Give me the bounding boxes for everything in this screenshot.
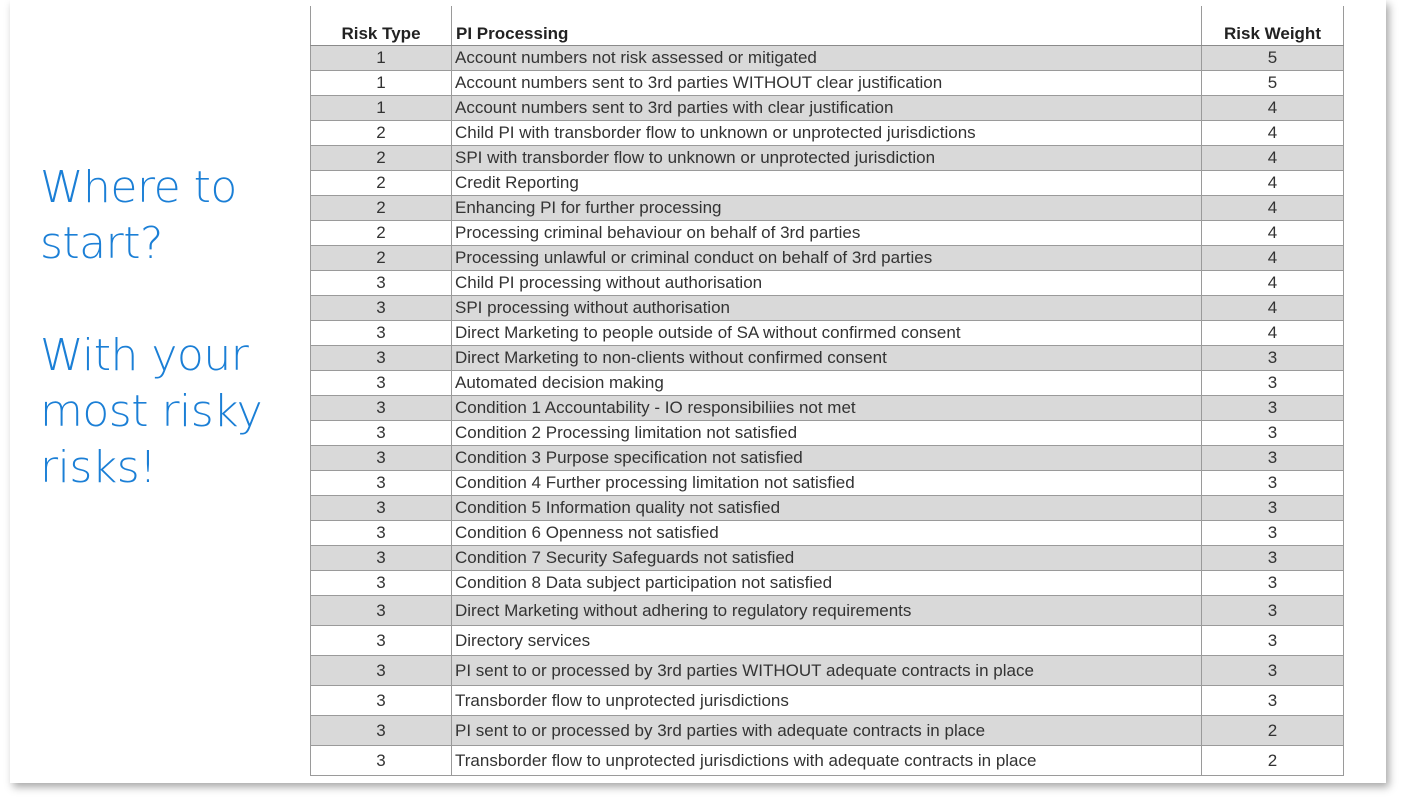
heading-line: risks! (40, 442, 157, 493)
risk-weight-cell: 2 (1202, 746, 1344, 776)
risk-type-cell: 3 (311, 596, 452, 626)
table-row (311, 626, 1344, 656)
risk-type-cell: 1 (311, 96, 452, 121)
pi-processing-cell: Account numbers not risk assessed or mitigated (452, 46, 1202, 71)
table-row (311, 546, 1344, 571)
table-row (311, 656, 1344, 686)
risk-type-cell: 3 (311, 496, 452, 521)
risk-weight-cell: 3 (1202, 521, 1344, 546)
risk-type-cell: 3 (311, 571, 452, 596)
risk-weight-cell: 4 (1202, 271, 1344, 296)
pi-processing-cell: Condition 4 Further processing limitation not satisfied (452, 471, 1202, 496)
pi-processing-header: PI Processing (452, 6, 1202, 46)
pi-processing-cell: Condition 1 Accountability - IO responsibiliies not met (452, 396, 1202, 421)
risk-weight-cell: 5 (1202, 71, 1344, 96)
risk-type-header: Risk Type (311, 6, 452, 46)
risk-weight-cell: 4 (1202, 121, 1344, 146)
risk-weight-cell: 4 (1202, 296, 1344, 321)
table-row (311, 571, 1344, 596)
risk-type-cell: 2 (311, 221, 452, 246)
pi-processing-cell: Direct Marketing to non-clients without confirmed consent (452, 346, 1202, 371)
risk-weight-cell: 2 (1202, 716, 1344, 746)
risk-type-cell: 3 (311, 471, 452, 496)
table-body (311, 46, 1344, 776)
table-row (311, 746, 1344, 776)
pi-processing-cell: Condition 6 Openness not satisfied (452, 521, 1202, 546)
pi-processing-cell: Direct Marketing to people outside of SA without confirmed consent (452, 321, 1202, 346)
pi-processing-cell: Account numbers sent to 3rd parties WITHOUT clear justification (452, 71, 1202, 96)
table-row (311, 596, 1344, 626)
table-row (311, 421, 1344, 446)
table-row (311, 171, 1344, 196)
risk-type-cell: 2 (311, 146, 452, 171)
risk-type-cell: 2 (311, 171, 452, 196)
risk-type-cell: 3 (311, 656, 452, 686)
risk-type-cell: 3 (311, 321, 452, 346)
pi-processing-cell: Condition 7 Security Safeguards not satisfied (452, 546, 1202, 571)
table-row (311, 296, 1344, 321)
risk-weight-cell: 3 (1202, 626, 1344, 656)
table-header-row (311, 6, 1344, 46)
pi-processing-cell: Child PI processing without authorisation (452, 271, 1202, 296)
risk-type-cell: 3 (311, 346, 452, 371)
table-row (311, 496, 1344, 521)
risk-weight-cell: 3 (1202, 471, 1344, 496)
pi-processing-cell: Condition 3 Purpose specification not satisfied (452, 446, 1202, 471)
table-row (311, 686, 1344, 716)
table-row (311, 446, 1344, 471)
risk-type-cell: 3 (311, 546, 452, 571)
table-row (311, 716, 1344, 746)
table-row (311, 196, 1344, 221)
pi-processing-cell: PI sent to or processed by 3rd parties WITHOUT adequate contracts in place (452, 656, 1202, 686)
risk-weight-cell: 3 (1202, 546, 1344, 571)
risk-weight-cell: 3 (1202, 686, 1344, 716)
pi-processing-cell: Directory services (452, 626, 1202, 656)
pi-processing-cell: SPI with transborder flow to unknown or unprotected jurisdiction (452, 146, 1202, 171)
pi-processing-cell: Account numbers sent to 3rd parties with clear justification (452, 96, 1202, 121)
table-row (311, 521, 1344, 546)
risk-type-cell: 3 (311, 686, 452, 716)
risk-type-cell: 3 (311, 716, 452, 746)
risk-weight-cell: 5 (1202, 46, 1344, 71)
table-row (311, 121, 1344, 146)
pi-processing-cell: Condition 2 Processing limitation not satisfied (452, 421, 1202, 446)
heading-line: Where to (40, 162, 237, 213)
risk-type-cell: 3 (311, 746, 452, 776)
risk-type-cell: 3 (311, 421, 452, 446)
risk-weight-header: Risk Weight (1202, 6, 1344, 46)
risk-weight-cell: 3 (1202, 396, 1344, 421)
risk-type-cell: 1 (311, 46, 452, 71)
risk-weight-cell: 4 (1202, 246, 1344, 271)
risk-weight-cell: 3 (1202, 346, 1344, 371)
risk-type-cell: 2 (311, 246, 452, 271)
table-row (311, 321, 1344, 346)
table-row (311, 471, 1344, 496)
risk-weight-cell: 4 (1202, 146, 1344, 171)
risk-type-cell: 2 (311, 121, 452, 146)
pi-processing-cell: Processing criminal behaviour on behalf of 3rd parties (452, 221, 1202, 246)
slide-heading (40, 160, 300, 496)
risk-type-cell: 3 (311, 271, 452, 296)
table-row (311, 346, 1344, 371)
risk-type-cell: 3 (311, 396, 452, 421)
risk-weight-cell: 3 (1202, 656, 1344, 686)
heading-line: most risky (40, 386, 263, 437)
risk-weight-cell: 4 (1202, 321, 1344, 346)
table-row (311, 371, 1344, 396)
heading-spacer (40, 272, 300, 328)
pi-processing-cell: Processing unlawful or criminal conduct on behalf of 3rd parties (452, 246, 1202, 271)
pi-processing-cell: SPI processing without authorisation (452, 296, 1202, 321)
risk-weight-cell: 4 (1202, 96, 1344, 121)
risk-type-cell: 3 (311, 626, 452, 656)
pi-processing-cell: Enhancing PI for further processing (452, 196, 1202, 221)
heading-line: start? (40, 218, 163, 269)
risk-type-cell: 3 (311, 446, 452, 471)
table-row (311, 96, 1344, 121)
risk-weight-cell: 3 (1202, 371, 1344, 396)
heading-line: With your (40, 330, 249, 381)
risk-weight-cell: 3 (1202, 596, 1344, 626)
risk-type-cell: 2 (311, 196, 452, 221)
pi-processing-cell: Condition 5 Information quality not satisfied (452, 496, 1202, 521)
risk-weight-cell: 3 (1202, 421, 1344, 446)
pi-processing-cell: PI sent to or processed by 3rd parties with adequate contracts in place (452, 716, 1202, 746)
risk-type-cell: 3 (311, 296, 452, 321)
pi-processing-cell: Condition 8 Data subject participation not satisfied (452, 571, 1202, 596)
table-row (311, 271, 1344, 296)
risk-weight-cell: 3 (1202, 496, 1344, 521)
table-row (311, 246, 1344, 271)
risk-weight-cell: 4 (1202, 221, 1344, 246)
pi-processing-cell: Automated decision making (452, 371, 1202, 396)
risk-weight-cell: 4 (1202, 196, 1344, 221)
table-row (311, 46, 1344, 71)
table-row (311, 396, 1344, 421)
risk-type-cell: 3 (311, 371, 452, 396)
risk-type-cell: 1 (311, 71, 452, 96)
pi-processing-cell: Credit Reporting (452, 171, 1202, 196)
risk-type-cell: 3 (311, 521, 452, 546)
risk-weight-cell: 3 (1202, 571, 1344, 596)
risk-table (310, 6, 1344, 776)
pi-processing-cell: Direct Marketing without adhering to regulatory requirements (452, 596, 1202, 626)
pi-processing-cell: Transborder flow to unprotected jurisdictions (452, 686, 1202, 716)
risk-weight-cell: 3 (1202, 446, 1344, 471)
table-row (311, 221, 1344, 246)
pi-processing-cell: Child PI with transborder flow to unknown or unprotected jurisdictions (452, 121, 1202, 146)
table-row (311, 146, 1344, 171)
table-row (311, 71, 1344, 96)
pi-processing-cell: Transborder flow to unprotected jurisdictions with adequate contracts in place (452, 746, 1202, 776)
risk-weight-cell: 4 (1202, 171, 1344, 196)
